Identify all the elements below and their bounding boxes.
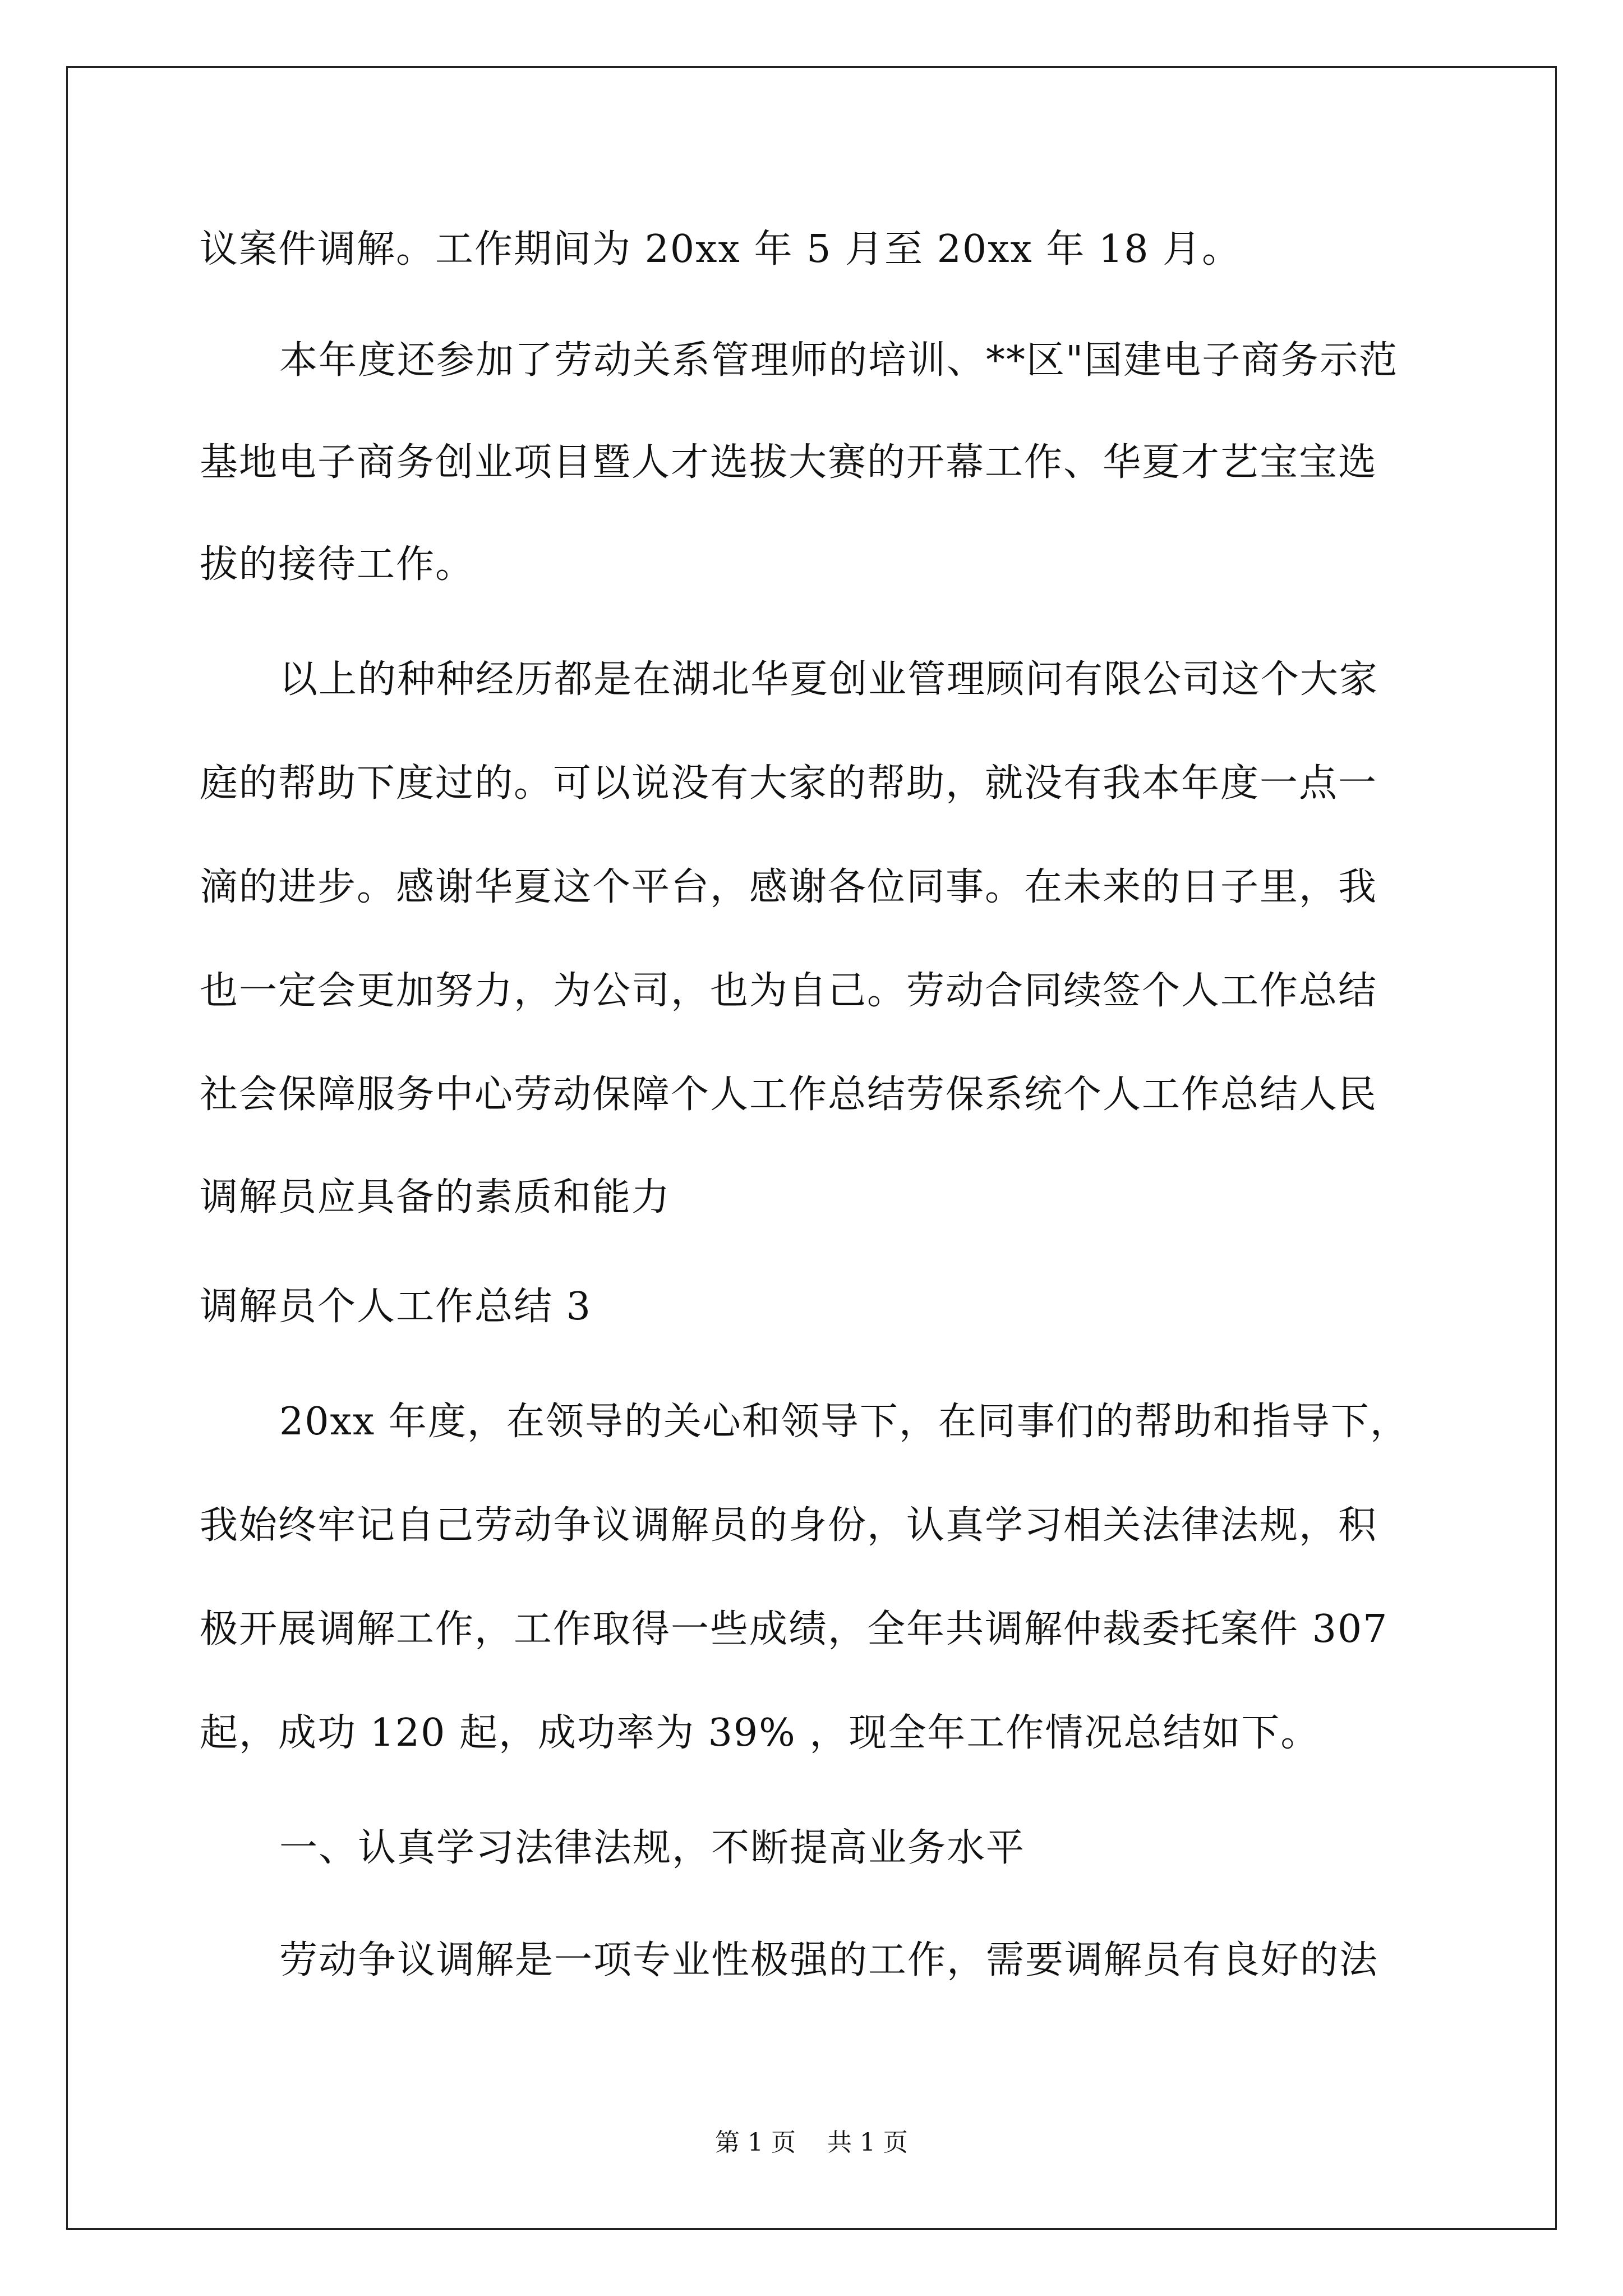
text-line: 拔的接待工作。 xyxy=(200,542,475,587)
text-line: 基地电子商务创业项目暨人才选拔大赛的开幕工作、华夏才艺宝宝选 xyxy=(200,440,1378,485)
text-line: 调解员应具备的素质和能力 xyxy=(200,1175,671,1220)
section-heading: 调解员个人工作总结 3 xyxy=(200,1285,592,1329)
page-number-footer: 第 1 页 共 1 页 xyxy=(715,2128,908,2157)
text-line: 也一定会更加努力，为公司，也为自己。劳动合同续签个人工作总结 xyxy=(200,969,1378,1013)
text-line: 起，成功 120 起，成功率为 39% ，现全年工作情况总结如下。 xyxy=(200,1711,1320,1755)
subheading: 一、认真学习法律法规，不断提高业务水平 xyxy=(279,1826,1026,1870)
text-line: 20xx 年度，在领导的关心和领导下，在同事们的帮助和指导下， xyxy=(279,1400,1409,1444)
text-line: 极开展调解工作，工作取得一些成绩，全年共调解仲裁委托案件 307 xyxy=(200,1607,1389,1651)
text-line: 庭的帮助下度过的。可以说没有大家的帮助，就没有我本年度一点一 xyxy=(200,761,1378,806)
text-line: 本年度还参加了劳动关系管理师的培训、**区"国建电子商务示范 xyxy=(279,338,1399,383)
text-line: 社会保障服务中心劳动保障个人工作总结劳保系统个人工作总结人民 xyxy=(200,1073,1378,1117)
page-border xyxy=(66,66,1557,2230)
text-line: 劳动争议调解是一项专业性极强的工作，需要调解员有良好的法 xyxy=(279,1938,1379,1982)
text-line: 以上的种种经历都是在湖北华夏创业管理顾问有限公司这个大家 xyxy=(279,657,1379,702)
text-line: 我始终牢记自己劳动争议调解员的身份，认真学习相关法律法规，积 xyxy=(200,1503,1378,1548)
text-line: 滴的进步。感谢华夏这个平台，感谢各位同事。在未来的日子里，我 xyxy=(200,865,1378,909)
text-line: 议案件调解。工作期间为 20xx 年 5 月至 20xx 年 18 月。 xyxy=(200,227,1242,272)
